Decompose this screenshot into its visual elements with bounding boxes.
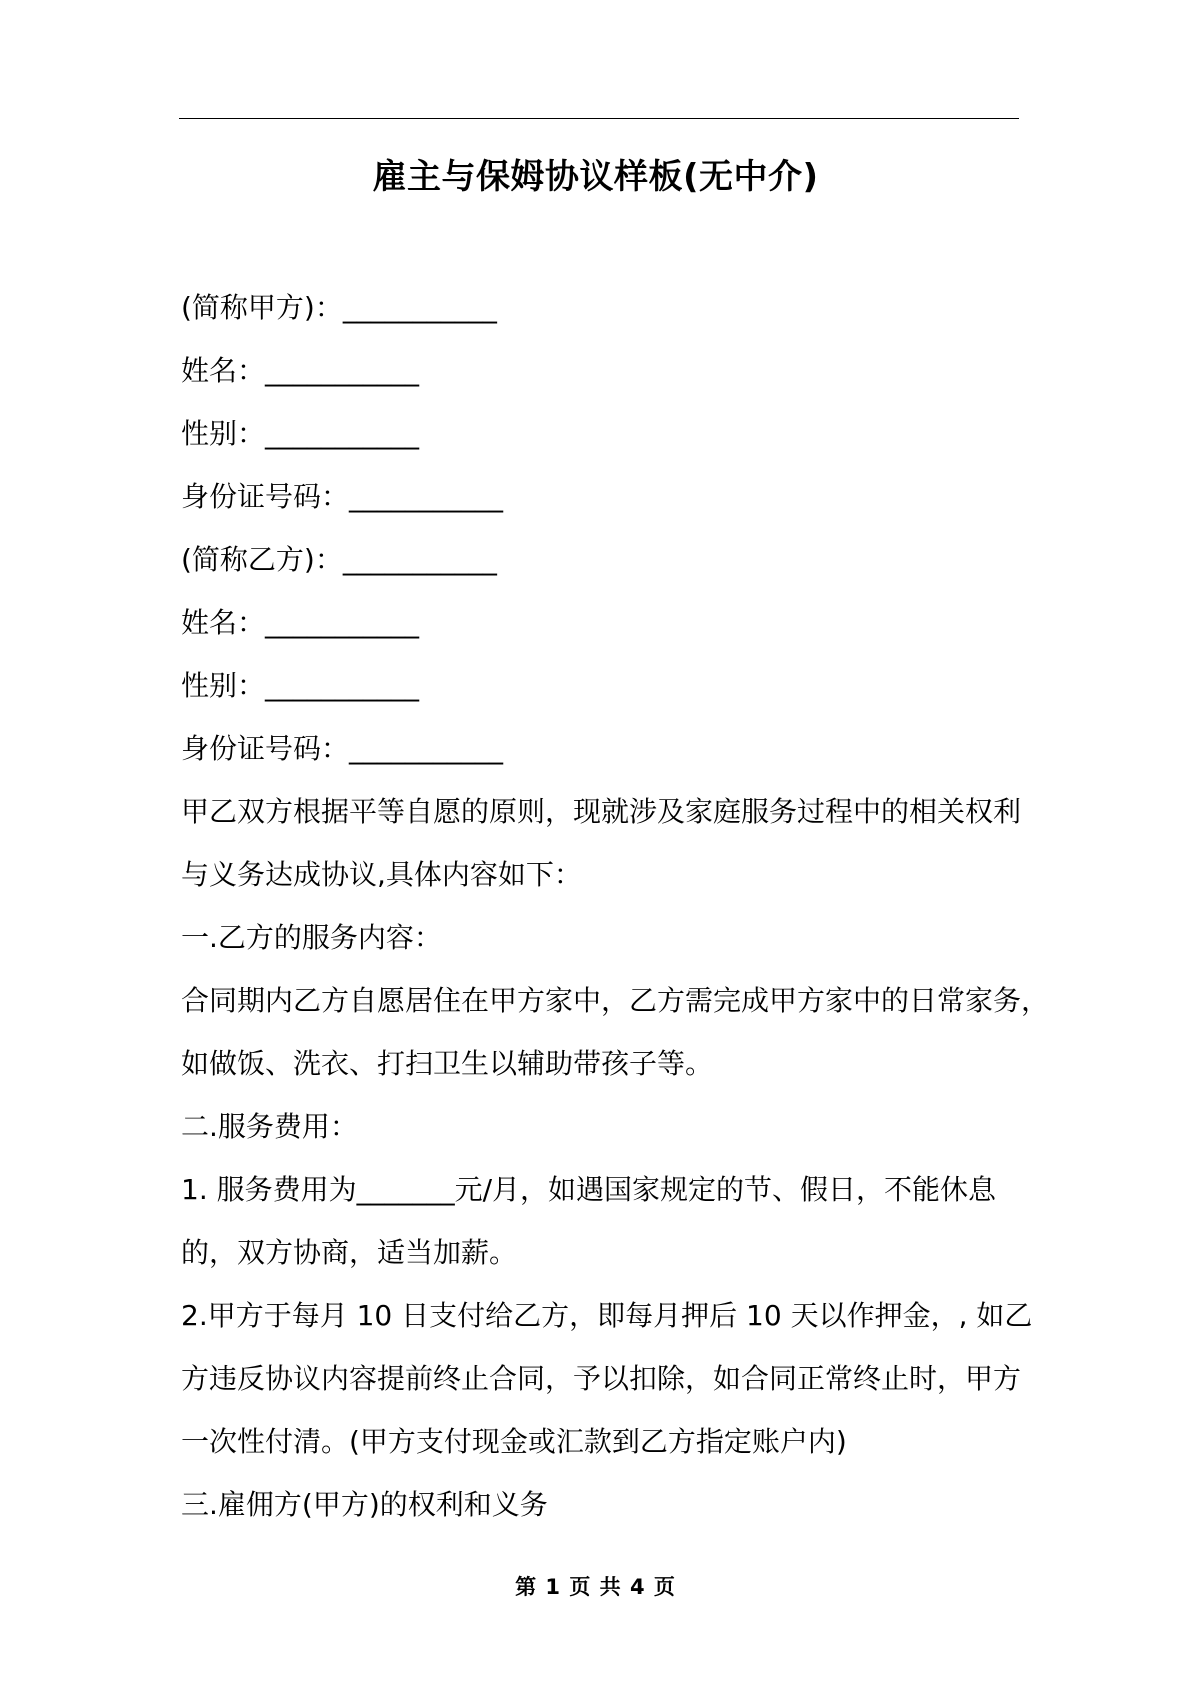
- page-number-footer: 第 1 页 共 4 页: [515, 1575, 676, 1599]
- party-a-name-line: 姓名：___________: [181, 354, 420, 387]
- section-heading: 三.雇佣方(甲方)的权利和义务: [181, 1488, 548, 1521]
- party-b-line: (简称乙方)：___________: [181, 543, 497, 576]
- section-heading: 一.乙方的服务内容：: [181, 921, 442, 954]
- paragraph-line: 甲乙双方根据平等自愿的原则，现就涉及家庭服务过程中的相关权利: [181, 795, 1022, 828]
- document-body: [181, 276, 1050, 1536]
- header-rule: [179, 118, 1019, 119]
- party-b-id-line: 身份证号码：___________: [181, 732, 504, 765]
- party-b-gender-line: 性别：___________: [181, 669, 420, 702]
- paragraph-line: 的，双方协商，适当加薪。: [181, 1236, 518, 1269]
- party-b-name-line: 姓名：___________: [181, 606, 420, 639]
- paragraph-line: 与义务达成协议,具体内容如下：: [181, 858, 582, 891]
- paragraph-line: 如做饭、洗衣、打扫卫生以辅助带孩子等。: [181, 1047, 714, 1080]
- paragraph-line: 2.甲方于每月 10 日支付给乙方，即每月押后 10 天以作押金，, 如乙: [181, 1299, 1033, 1332]
- paragraph-line: 方违反协议内容提前终止合同，予以扣除，如合同正常终止时，甲方: [181, 1362, 1022, 1395]
- party-a-id-line: 身份证号码：___________: [181, 480, 504, 513]
- paragraph-line: 1. 服务费用为_______元/月，如遇国家规定的节、假日，不能休息: [181, 1173, 997, 1206]
- paragraph-line: 合同期内乙方自愿居住在甲方家中，乙方需完成甲方家中的日常家务，: [181, 984, 1050, 1017]
- party-a-gender-line: 性别：___________: [181, 417, 420, 450]
- party-a-line: (简称甲方)：___________: [181, 291, 497, 324]
- section-heading: 二.服务费用：: [181, 1110, 358, 1143]
- paragraph-line: 一次性付清。(甲方支付现金或汇款到乙方指定账户内): [181, 1425, 847, 1458]
- document-title: 雇主与保姆协议样板(无中介): [372, 157, 819, 197]
